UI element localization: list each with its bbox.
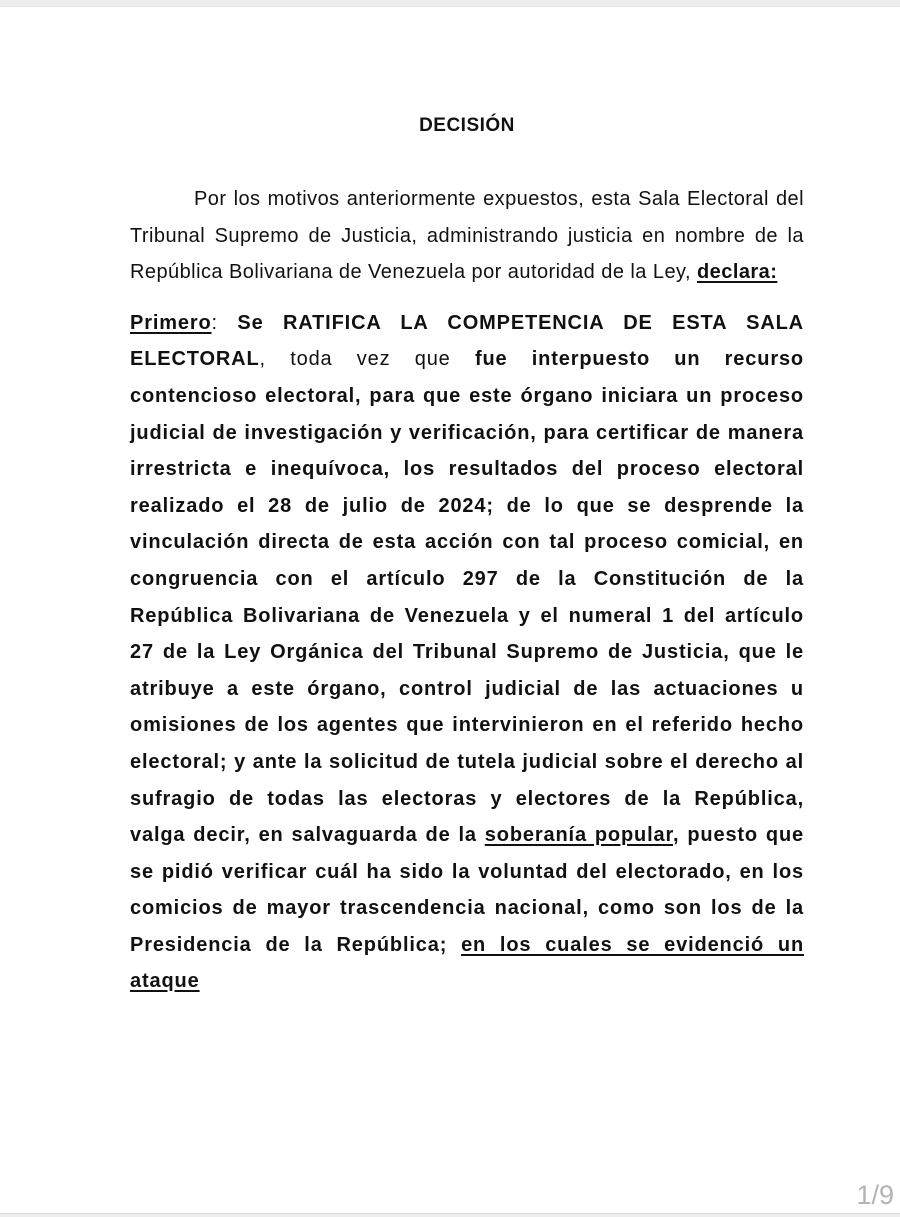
ratifica-text: Se RATIFICA LA COMPETENCIA DE ESTA SALA ELECTORAL: [130, 311, 804, 371]
ataque-text: en los cuales se evidenció un ataque: [130, 933, 805, 993]
primero-label: Primero: [130, 311, 212, 334]
primero-paragraph: [130, 305, 804, 1000]
document-body: [130, 181, 804, 1000]
toda-vez-text: , toda vez que: [259, 348, 475, 371]
page-counter: 1/9: [856, 1180, 894, 1210]
document-page: [0, 6, 900, 1214]
intro-text: Por los motivos anteriormente expuestos, esta Sala Electoral del Tribunal Supremo de Justicia, administrando justicia en nombre de la República Bolivariana de Venezuela por autoridad de la Ley,: [130, 188, 804, 284]
puesto-text: , puesto que se pidió verificar cuál ha sido la voluntad del electorado, en los comicios de mayor trascendencia nacional, como son los de la Presidencia de la República;: [130, 824, 805, 956]
section-title: DECISIÓN: [419, 115, 515, 136]
declara-label: declara:: [697, 261, 778, 284]
recurso-text: fue interpuesto un recurso contencioso electoral, para que este órgano iniciara un proceso judicial de investigación y verificación, para certificar de manera irrestricta e inequívoca, los resultados del proceso electoral realizado el 28 de julio de 2024; de lo que se desprende la vinculación directa de esta acción con tal proceso comicial, en congruencia con el artículo 297 de la Constitución de la República Bolivariana de Venezuela y el numeral 1 del artículo 27 de la Ley Orgánica del Tribunal Supremo de Justicia, que le atribuye a este órgano, control judicial de las actuaciones u omisiones de los agentes que intervinieron en el referido hecho electoral; y ante la solicitud de tutela judicial sobre el derecho al sufragio de todas las electoras y electores de la República, valga decir, en salvaguarda de la: [130, 348, 804, 847]
primero-colon: :: [211, 311, 238, 334]
intro-paragraph: [130, 181, 804, 291]
soberania-text: soberanía popular: [484, 824, 674, 847]
